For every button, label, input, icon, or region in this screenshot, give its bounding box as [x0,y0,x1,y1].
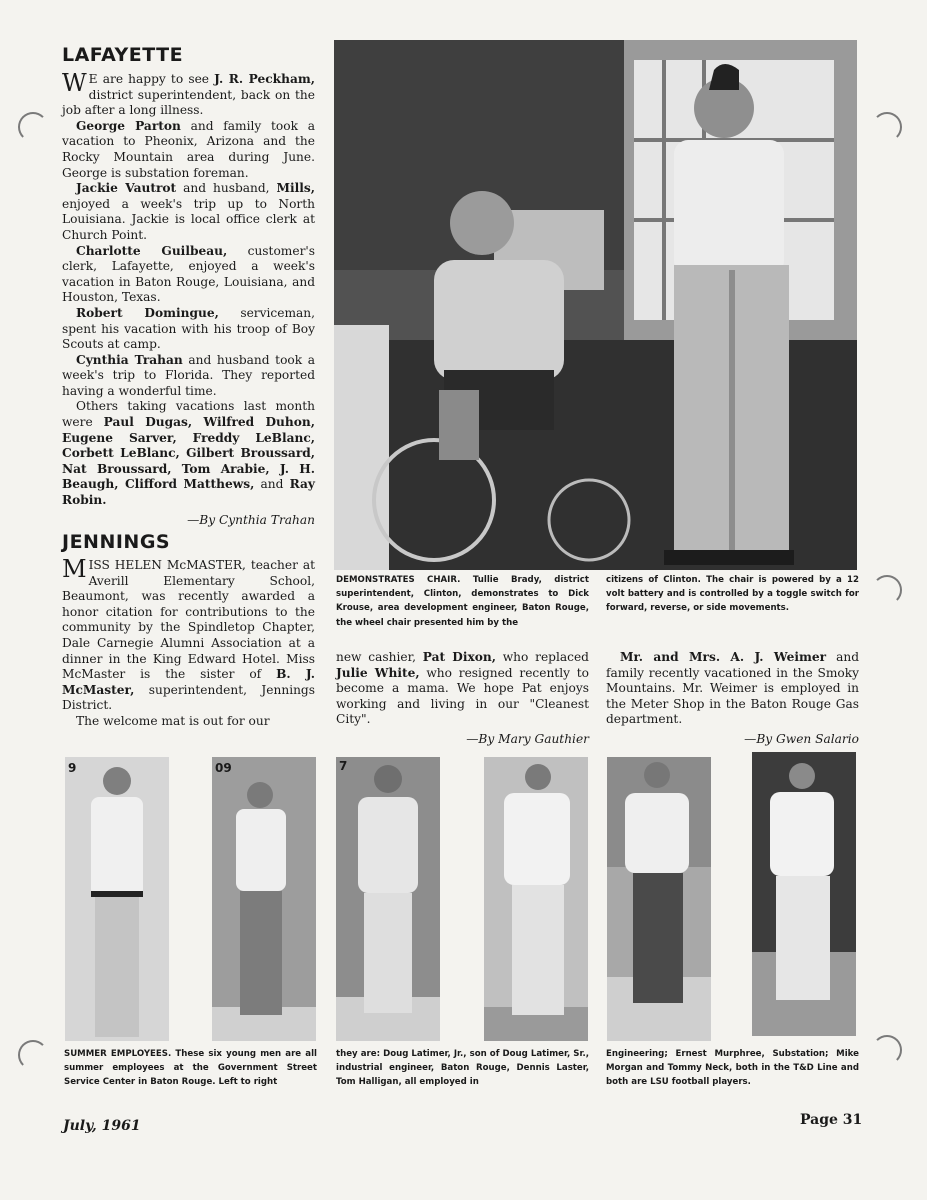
photo-mark-3: 7 [339,759,348,773]
lafayette-paragraph-4: Charlotte Guilbeau, customer's clerk, Lafayette, enjoyed a week's vacation in Baton Rouge, Louisiana, and Houston, Texas. [62,243,315,305]
right-byline: —By Gwen Salario [744,731,859,746]
employee-photo-3 [336,757,440,1041]
right-article [606,650,859,748]
lafayette-paragraph-6: Cynthia Trahan and husband took a week's trip to Florida. They reported having a wonderful time. [62,352,315,398]
drop-cap: W [62,69,87,97]
summer-caption-col-2: they are: Doug Latimer, Jr., son of Doug Latimer, Sr., industrial engineer, Baton Rouge, Dennis Laster, Tom Halligan, all employed in [336,1049,589,1088]
employee-figure-2 [212,757,316,1041]
employee-figure-3 [336,757,440,1041]
employee-photo-6 [752,752,856,1036]
wheelchair-photo [334,40,857,570]
binder-hole-right-mid [872,575,902,605]
employee-figure-6 [752,752,856,1036]
lafayette-byline: —By Cynthia Trahan [187,512,315,527]
binder-hole-right-top [872,112,902,142]
summer-caption-col-1: SUMMER EMPLOYEES. These six young men are all summer employees at the Government Street Service Center in Baton Rouge. Left to right [64,1049,317,1088]
middle-paragraph-1: new cashier, Pat Dixon, who replaced Julie White, who resigned recently to become a mama. We hope Pat enjoys working and living in our "Cleanest City". [336,650,589,727]
lafayette-paragraph-3: Jackie Vautrot and husband, Mills, enjoyed a week's trip up to North Louisiana. Jackie is local office clerk at Church Point. [62,181,315,242]
lafayette-paragraph-7: Others taking vacations last month were Paul Dugas, Wilfred Duhon, Eugene Sarver, Freddy LeBlanc, Corbett LeBlanc, Gilbert Broussard, Nat Broussard, Tom Arabie, J. H. Beaugh, Clifford Matthews, and Ray Robin. [62,399,315,508]
lafayette-heading: LAFAYETTE [62,44,184,66]
binder-hole-left-bottom [18,1040,48,1070]
drop-cap: M [62,555,87,583]
chair-caption-col-2: citizens of Clinton. The chair is powered by a 12 volt battery and is controlled by a toggle switch for forward, reverse, or side movements. [606,575,859,614]
footer-date: July, 1961 [63,1118,141,1134]
wheelchair-photo-illustration [334,40,857,570]
lafayette-paragraph-1: W E are happy to see J. R. Peckham, district superintendent, back on the job after a long illness. [62,69,316,118]
photo-mark-2: 09 [215,761,232,775]
jennings-paragraph-1: MISS HELEN McMASTER, teacher at Averill Elementary School, Beaumont, was recently awarded a honor citation for contributions to the community by the Spindletop Chapter, Dale Carnegie Alumni Association at a dinner in the King Edward Hotel. Miss McMaster is the sister of B. J. McMaster, superintendent, Jennings District. [62,555,315,713]
employee-figure-4 [484,757,588,1041]
summer-caption-col-3: Engineering; Ernest Murphree, Substation; Mike Morgan and Tommy Neck, both in the T&D Line and both are LSU football players. [606,1049,859,1088]
binder-hole-right-bottom [872,1035,902,1065]
middle-byline: —By Mary Gauthier [466,731,589,746]
jennings-article [62,555,315,730]
employee-photo-1 [65,757,169,1041]
employee-figure-1 [65,757,169,1041]
photo-mark-1: 9 [68,761,77,775]
binder-hole-left-top [18,112,48,142]
employee-photo-5 [607,757,711,1041]
lafayette-paragraph-2: George Parton and family took a vacation to Pheonix, Arizona and the Rocky Mountain area during June. George is substation foreman. [62,118,315,180]
middle-article [336,650,589,748]
employee-photo-2 [212,757,316,1041]
footer-page-number: Page 31 [800,1112,863,1128]
jennings-heading: JENNINGS [62,531,171,553]
employee-photo-4 [484,757,588,1041]
lafayette-paragraph-5: Robert Domingue, serviceman, spent his vacation with his troop of Boy Scouts at camp. [62,305,315,352]
jennings-paragraph-2: The welcome mat is out for our [76,713,270,728]
employee-figure-5 [607,757,711,1041]
right-paragraph-1: Mr. and Mrs. A. J. Weimer and family recently vacationed in the Smoky Mountains. Mr. Weimer is employed in the Meter Shop in the Baton Rouge Gas department. [606,650,859,727]
chair-caption-col-1: DEMONSTRATES CHAIR. Tullie Brady, district superintendent, Clinton, demonstrates to Dick Krouse, area development engineer, Baton Rouge, the wheel chair presented him by the [336,575,590,628]
lafayette-article [62,69,316,528]
